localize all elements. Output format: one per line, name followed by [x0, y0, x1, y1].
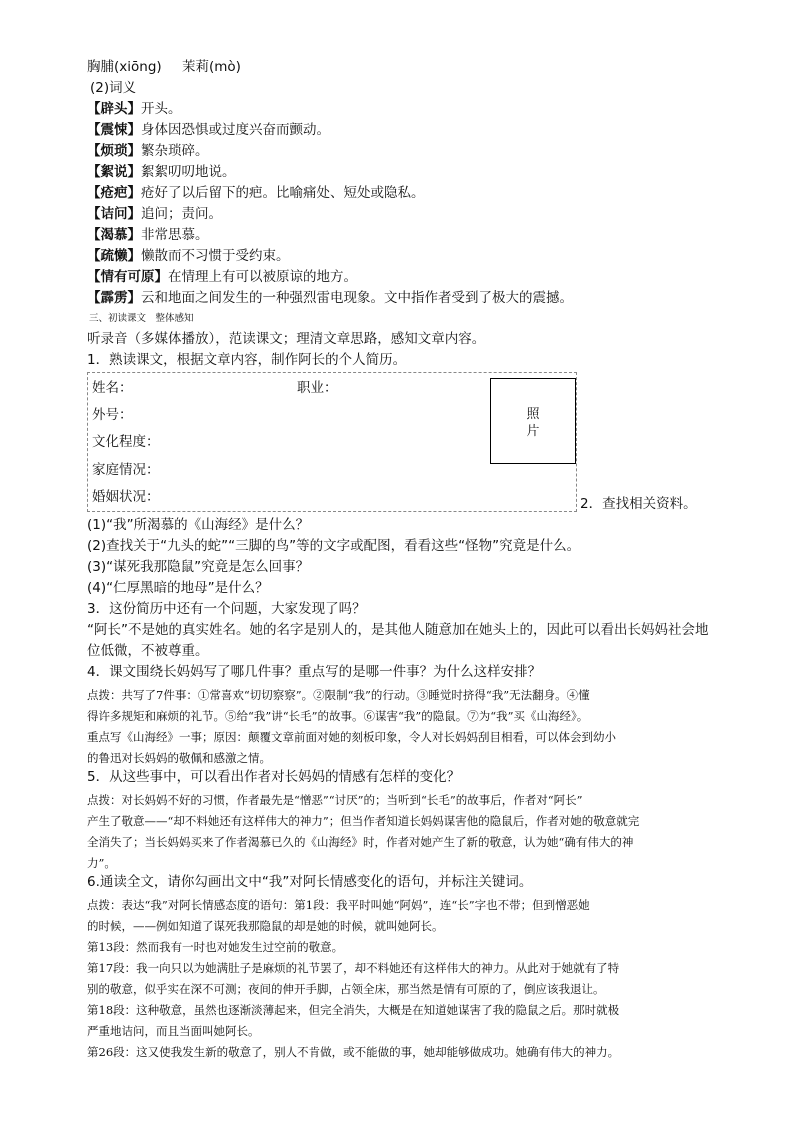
photo-label-2: 片 — [526, 424, 540, 439]
vocab-item — [87, 268, 357, 286]
pronunciation-1: 胸脯(xiōng) — [87, 59, 162, 75]
answer-6-line: 别的敬意，似乎实在深不可测；夜间的伸开手脚，占领全床，那当然是情有可原的了，倒应该我退让。 — [87, 982, 605, 996]
sub-question-3: (3)“谋死我那隐鼠”究竟是怎么回事？ — [87, 559, 310, 575]
vocab-def: 疮好了以后留下的疤。比喻痛处、短处或隐私。 — [141, 185, 425, 201]
answer-6-line: 严重地诘问，而且当面叫她阿长。 — [87, 1024, 260, 1038]
vocab-item — [87, 121, 330, 139]
photo-placeholder — [490, 378, 576, 464]
answer-3-line: “阿长”不是她的真实姓名。她的名字是别人的，是其他人随意加在她头上的，因此可以看出长妈妈社会地 — [87, 622, 709, 638]
vocab-word: 【辟头】 — [87, 101, 141, 117]
sub-question-1: (1)“我”所渴慕的《山海经》是什么？ — [87, 517, 310, 533]
answer-6-line: 的时候，——例如知道了谋死我那隐鼠的却是她的时候，就叫她阿长。 — [87, 919, 444, 933]
vocab-item — [87, 289, 573, 307]
question-3: 3．这份简历中还有一个问题，大家发现了吗？ — [87, 601, 366, 617]
resume-marriage-label: 婚姻状况： — [92, 489, 160, 505]
question-5: 5．从这些事中，可以看出作者对长妈妈的情感有怎样的变化？ — [87, 769, 461, 785]
vocab-item — [87, 163, 236, 181]
vocab-word: 【震悚】 — [87, 122, 141, 138]
answer-3-line: 位低微，不被尊重。 — [87, 643, 209, 659]
resume-job-label: 职业： — [297, 380, 338, 396]
vocab-word: 【渴慕】 — [87, 227, 141, 243]
answer-5-line: 产生了敬意——“却不料她还有这样伟大的神力”；但当作者知道长妈妈谋害他的隐鼠后，作者对她的敬意就完 — [87, 814, 640, 828]
vocab-item — [87, 226, 209, 244]
vocab-def: 云和地面之间发生的一种强烈雷电现象。文中指作者受到了极大的震撼。 — [141, 290, 573, 306]
answer-5-line: 全消失了；当长妈妈买来了作者渴慕已久的《山海经》时，作者对她产生了新的敬意，认为她“确有伟大的神 — [87, 835, 634, 849]
sub-question-2: (2)查找关于“九头的蛇”“三脚的鸟”等的文字或配图，看看这些“怪物”究竟是什么。 — [87, 538, 581, 554]
answer-5-line: 点拨：对长妈妈不好的习惯，作者最先是“憎恶”“讨厌”的；当听到“长毛”的故事后，作者对“阿长” — [87, 793, 583, 807]
vocab-word: 【情有可原】 — [87, 269, 168, 285]
vocab-def: 在情理上有可以被原谅的地方。 — [168, 269, 357, 285]
vocab-item — [87, 100, 182, 118]
question-2: 2．查找相关资料。 — [580, 496, 697, 512]
vocab-word: 【疮疤】 — [87, 185, 141, 201]
resume-education-label: 文化程度： — [92, 434, 160, 450]
question-4: 4．课文围绕长妈妈写了哪几件事？重点写的是哪一件事？为什么这样安排？ — [87, 664, 542, 680]
vocab-item — [87, 205, 222, 223]
vocab-def: 追问；责问。 — [141, 206, 222, 222]
answer-5-line: 力”。 — [87, 856, 116, 870]
question-1: 1．熟读课文，根据文章内容，制作阿长的个人简历。 — [87, 352, 407, 368]
resume-nickname-label: 外号： — [92, 407, 133, 423]
vocab-word: 【絮说】 — [87, 164, 141, 180]
vocab-item — [87, 142, 209, 160]
vocab-def: 繁杂琐碎。 — [141, 143, 209, 159]
question-6: 6.通读全文，请你勾画出文中“我”对阿长情感变化的语句，并标注关键词。 — [87, 874, 533, 890]
answer-6-line: 第13段：然而我有一时也对她发生过空前的敬意。 — [87, 940, 344, 954]
vocab-item — [87, 184, 425, 202]
intro-text: 听录音（多媒体播放），范读课文；理清文章思路，感知文章内容。 — [87, 331, 486, 347]
vocab-heading: (2)词义 — [90, 80, 137, 96]
answer-4-line: 点拨：共写了7件事：①常喜欢“切切察察”。②限制“我”的行动。③睡觉时挤得“我”无法翻身。④懂 — [87, 688, 590, 702]
sub-question-4: (4)“仁厚黑暗的地母”是什么？ — [87, 580, 269, 596]
answer-6-line: 点拨：表达“我”对阿长情感态度的语句：第1段：我平时叫她“阿妈”，连“长”字也不带；但到憎恶她 — [87, 898, 590, 912]
answer-4-line: 重点写《山海经》一事；原因：颠覆文章前面对她的刻板印象，令人对长妈妈刮目相看，可以体会到幼小 — [87, 730, 616, 744]
answer-6-line: 第18段：这种敬意，虽然也逐渐淡薄起来，但完全消失，大概是在知道她谋害了我的隐鼠之后。那时就极 — [87, 1003, 620, 1017]
vocab-word: 【霹雳】 — [87, 290, 141, 306]
vocab-def: 身体因恐惧或过度兴奋而颤动。 — [141, 122, 330, 138]
vocab-def: 非常思慕。 — [141, 227, 209, 243]
resume-family-label: 家庭情况： — [92, 462, 160, 478]
pronunciation-2: 茉莉(mò) — [182, 59, 241, 75]
photo-label-1: 照 — [526, 407, 540, 422]
resume-name-label: 姓名： — [92, 380, 133, 396]
answer-4-line: 的鲁迅对长妈妈的敬佩和感激之情。 — [87, 751, 271, 765]
vocab-word: 【诘问】 — [87, 206, 141, 222]
vocab-word: 【疏懒】 — [87, 248, 141, 264]
answer-6-line: 第26段：这又使我发生新的敬意了，别人不肯做，或不能做的事，她却能够做成功。她确有伟大的神力。 — [87, 1045, 620, 1059]
vocab-word: 【烦琐】 — [87, 143, 141, 159]
answer-4-line: 得许多规矩和麻烦的礼节。⑤给“我”讲“长毛”的故事。⑥谋害“我”的隐鼠。⑦为“我”买《山海经》。 — [87, 709, 589, 723]
section-heading: 三、初读课文 整体感知 — [89, 313, 194, 324]
vocab-item — [87, 247, 290, 265]
vocab-def: 絮絮叨叨地说。 — [141, 164, 236, 180]
answer-6-line: 第17段：我一向只以为她满肚子是麻烦的礼节罢了，却不料她还有这样伟大的神力。从此对于她就有了特 — [87, 961, 620, 975]
vocab-def: 懒散而不习惯于受约束。 — [141, 248, 290, 264]
vocab-def: 开头。 — [141, 101, 182, 117]
